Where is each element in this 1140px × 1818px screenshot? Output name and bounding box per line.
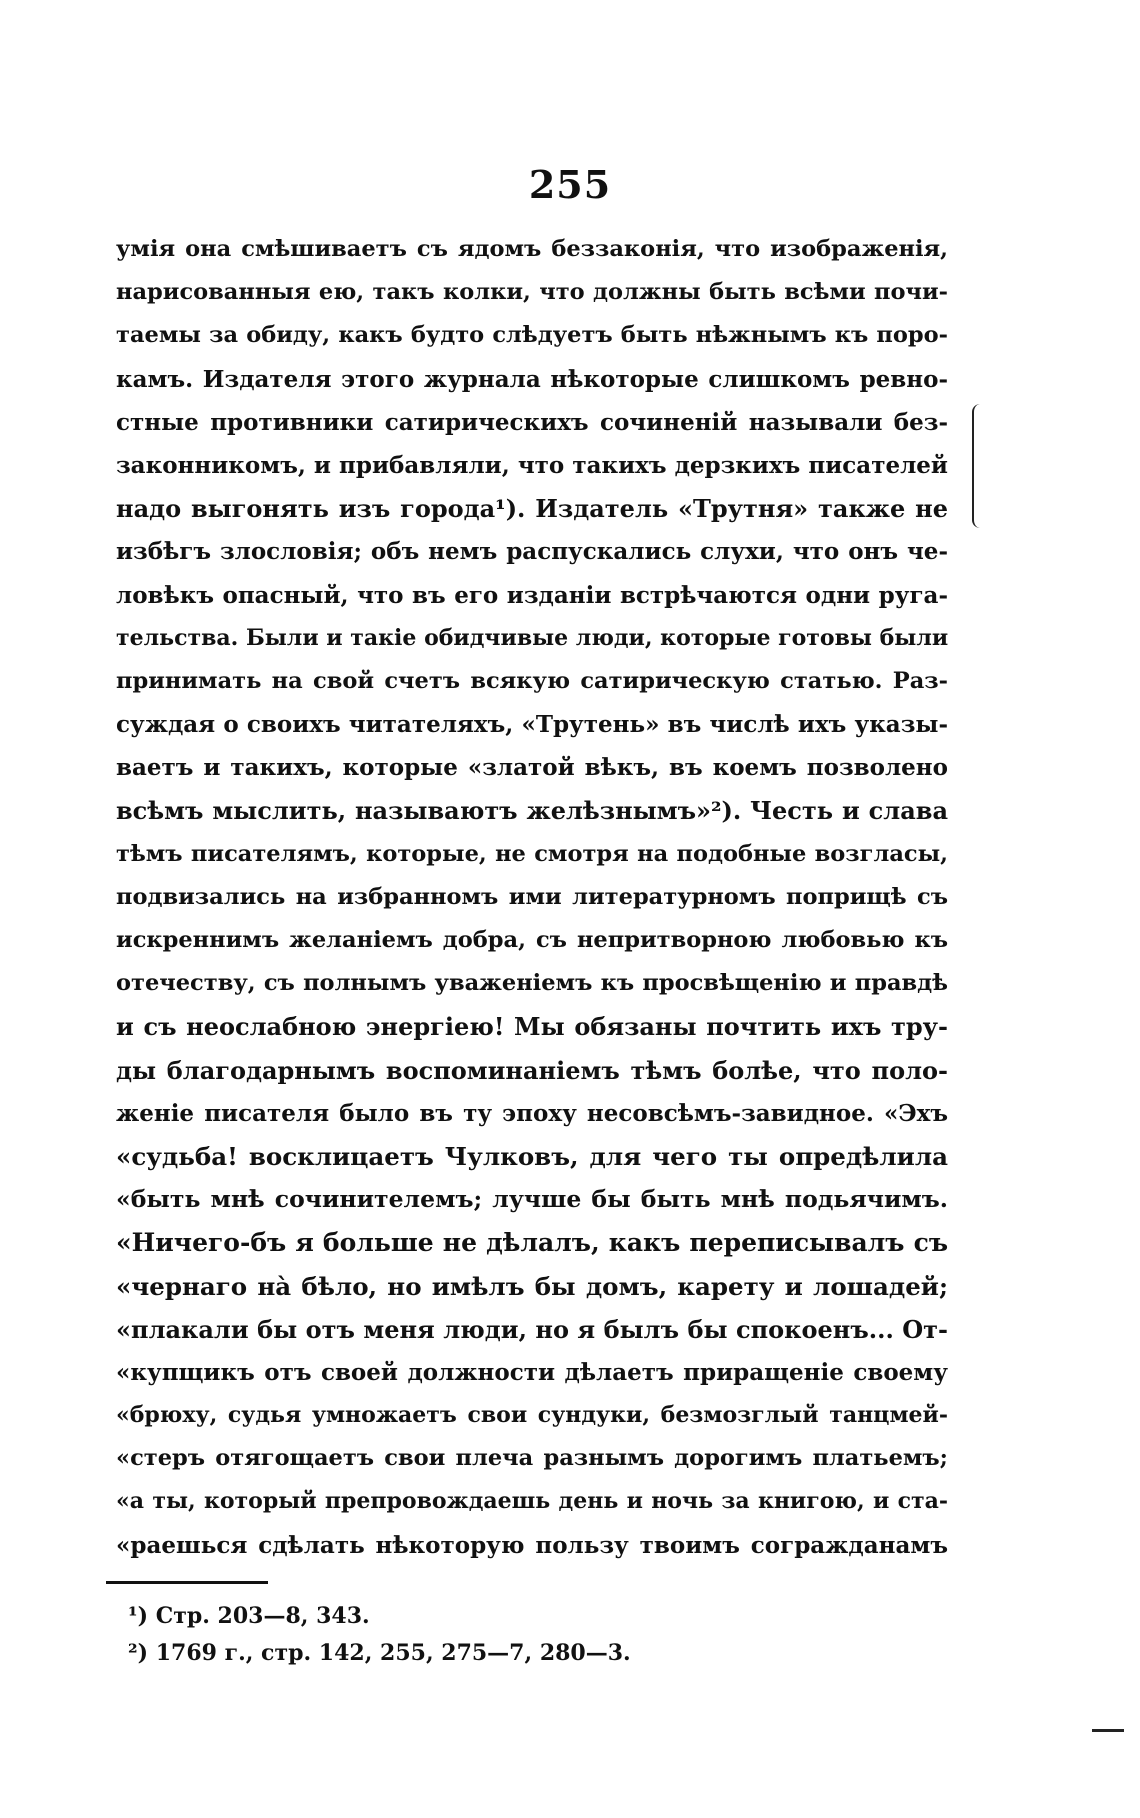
- text-line: избѣгъ злословія; объ немъ распускались слухи, что онъ че-: [116, 538, 948, 566]
- text-line: стные противники сатирическихъ сочиненій называли без-: [116, 408, 948, 436]
- text-line: «быть мнѣ сочинителемъ; лучше бы быть мнѣ подьячимъ.: [116, 1185, 948, 1214]
- text-line: «стеръ отягощаетъ свои плеча разнымъ дорогимъ платьемъ;: [116, 1445, 948, 1472]
- text-line: «Ничего-бъ я больше не дѣлалъ, какъ переписывалъ съ: [116, 1228, 948, 1258]
- text-line: отечеству, съ полнымъ уваженіемъ къ просвѣщенію и правдѣ: [116, 970, 948, 997]
- text-line: ваетъ и такихъ, которые «златой вѣкъ, въ коемъ позволено: [116, 754, 948, 782]
- text-line: «брюху, судья умножаетъ свои сундуки, безмозглый танцмей-: [116, 1402, 948, 1429]
- text-line: всѣмъ мыслить, называютъ желѣзнымъ»²). Честь и слава: [116, 796, 948, 826]
- margin-bracket-mark: [972, 404, 988, 528]
- text-line: женіе писателя было въ ту эпоху несовсѣмъ-завидное. «Эхъ: [116, 1099, 948, 1127]
- text-line: «раешься сдѣлать нѣкоторую пользу твоимъ согражданамъ: [116, 1531, 948, 1559]
- text-line: тельства. Были и такіе обидчивые люди, которые готовы были: [116, 624, 949, 651]
- text-line: таемы за обиду, какъ будто слѣдуетъ быть нѣжнымъ къ поро-: [116, 322, 948, 349]
- footnote: ¹) Стр. 203—8, 343.: [128, 1603, 370, 1629]
- text-line: законникомъ, и прибавляли, что такихъ дерзкихъ писателей: [116, 451, 948, 479]
- text-line: «судьба! восклицаетъ Чулковъ, для чего ты опредѣлила: [116, 1141, 948, 1171]
- edge-mark: [1092, 1729, 1124, 1732]
- text-line: и съ неослабною энергіею! Мы обязаны почтить ихъ тру-: [116, 1012, 948, 1042]
- text-line: «купщикъ отъ своей должности дѣлаетъ приращеніе своему: [116, 1358, 948, 1386]
- text-line: «плакали бы отъ меня люди, но я былъ бы спокоенъ... От-: [116, 1314, 948, 1344]
- footnotes: [128, 1598, 828, 1672]
- body-text: [116, 228, 948, 1567]
- text-line: «а ты, который препровождаешь день и ночь за книгою, и ста-: [116, 1488, 948, 1515]
- text-line: нарисованныя ею, такъ колки, что должны быть всѣми почи-: [116, 279, 948, 306]
- page-number: 255: [528, 162, 612, 207]
- text-line: подвизались на избранномъ ими литературномъ поприщѣ съ: [116, 883, 948, 910]
- footnote: ²) 1769 г., стр. 142, 255, 275—7, 280—3.: [128, 1640, 631, 1666]
- text-line: искреннимъ желаніемъ добра, съ непритворною любовью къ: [116, 927, 948, 953]
- text-line: надо выгонять изъ города¹). Издатель «Трутня» также не: [116, 494, 948, 524]
- text-line: принимать на свой счетъ всякую сатирическую статью. Раз-: [116, 667, 948, 694]
- text-line: тѣмъ писателямъ, которые, не смотря на подобные возгласы,: [116, 840, 948, 867]
- text-line: камъ. Издателя этого журнала нѣкоторые слишкомъ ревно-: [116, 365, 948, 393]
- text-line: «чернаго на̀ бѣло, но имѣлъ бы домъ, карету и лошадей;: [116, 1271, 948, 1301]
- text-line: ды благодарнымъ воспоминаніемъ тѣмъ болѣе, что поло-: [116, 1055, 948, 1085]
- footnote-separator: [106, 1581, 268, 1584]
- text-line: умія она смѣшиваетъ съ ядомъ беззаконія, что изображенія,: [116, 236, 948, 262]
- text-line: суждая о своихъ читателяхъ, «Трутень» въ числѣ ихъ указы-: [116, 711, 948, 739]
- text-line: ловѣкъ опасный, что въ его изданіи встрѣчаются одни руга-: [116, 581, 948, 609]
